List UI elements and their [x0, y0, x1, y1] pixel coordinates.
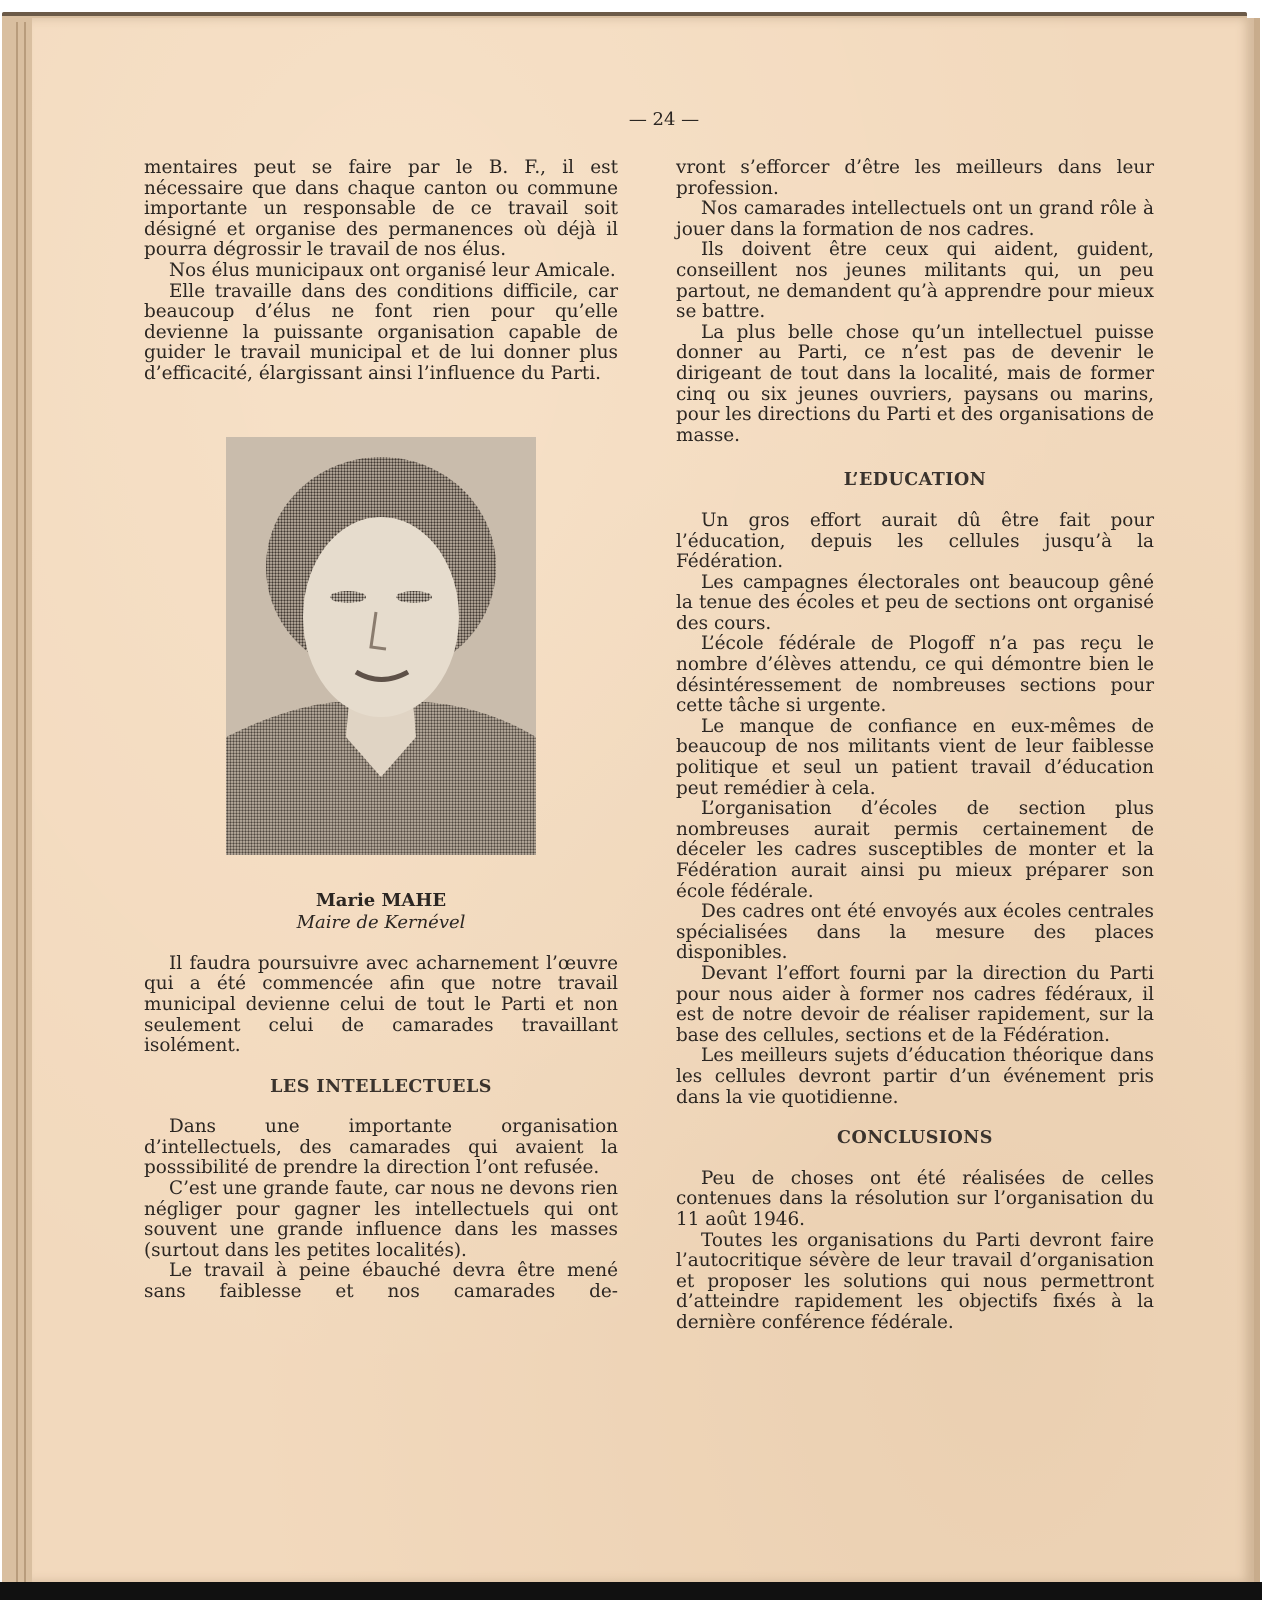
- caption-role: Maire de Kernével: [296, 912, 466, 934]
- left-top-paragraphs: [144, 158, 618, 385]
- page-number: — 24 —: [628, 109, 700, 130]
- paragraph: C’est une grande faute, car nous ne devons rien négliger pour gagner les intellectuels qui ont souvent une grande influence dans les masses (surtout dans les petites localités).: [144, 1178, 618, 1261]
- paragraph: Le manque de confiance en eux-mêmes de beaucoup de nos militants vient de leur faiblesse politique et seul un patient travail d’éducation peut remédier à cela.: [676, 715, 1154, 799]
- section-heading-intellectuels: LES INTELLECTUELS: [270, 1076, 492, 1097]
- right-top-paragraphs: [676, 158, 1154, 446]
- paragraph: vront s’efforcer d’être les meilleurs dans leur profession.: [676, 157, 1154, 199]
- paragraph: Les campagnes électorales ont beaucoup gêné la tenue des écoles et peu de sections ont organisé des cours.: [676, 571, 1154, 634]
- paragraph: mentaires peut se faire par le B. F., il est nécessaire que dans chaque canton ou commune importante un responsable de ce travail soit désigné et organise des permanences où déjà il pourra dégrossir le travail de nos élus.: [144, 157, 618, 261]
- section-intellectuels: [144, 1117, 618, 1302]
- right-column: [676, 158, 1154, 1333]
- paragraph: Dans une importante organisation d’intellectuels, des camarades qui avaient la posssibilité de prendre la direction l’ont refusée.: [144, 1116, 618, 1179]
- paragraph: L’organisation d’écoles de section plus nombreuses aurait permis certainement de déceler les cadres susceptibles de monter et la Fédération aurait ainsi pu mieux préparer son école fédérale.: [676, 798, 1154, 902]
- section-conclusions: [676, 1169, 1154, 1334]
- section-heading-education: L’EDUCATION: [843, 470, 987, 491]
- portrait-figure: [226, 437, 536, 855]
- portrait-silhouette: [226, 437, 536, 855]
- paragraph: Peu de choses ont été réalisées de celles contenues dans la résolution sur l’organisation du 11 août 1946.: [676, 1167, 1154, 1230]
- portrait-photo: [226, 437, 536, 855]
- paragraph: Le travail à peine ébauché devra être mené sans faiblesse et nos camarades de-: [144, 1260, 618, 1303]
- paragraph: Il faudra poursuivre avec acharnement l’œuvre qui a été commencée afin que notre travail municipal devienne celui de tout le Parti et non seulement celui de camarades travaillant isolément.: [144, 952, 618, 1057]
- portrait-caption: [144, 891, 618, 934]
- paragraph: Nos élus municipaux ont organisé leur Amicale.: [169, 259, 616, 281]
- scan-background-strip: [0, 1582, 1262, 1600]
- paragraph: Ils doivent être ceux qui aident, guident, conseillent nos jeunes militants qui, un peu partout, ne demandent qu’à apprendre pour mieux se battre.: [676, 239, 1154, 323]
- paragraph: Devant l’effort fourni par la direction du Parti pour nous aider à former nos cadres fédéraux, il est de notre devoir de réaliser rapidement, sur la base des cellules, sections et de la Fédération.: [676, 962, 1154, 1046]
- paragraph: Les meilleurs sujets d’éducation théorique dans les cellules devront partir d’un événement pris dans la vie quotidienne.: [676, 1045, 1154, 1108]
- book-page: [32, 18, 1260, 1582]
- paragraph: L’école fédérale de Plogoff n’a pas reçu le nombre d’élèves attendu, ce qui démontre bien le désintéressement de nombreuses sections pour cette tâche si urgente.: [676, 633, 1154, 717]
- page-edge-line: [16, 22, 18, 1588]
- left-after-photo: [144, 954, 618, 1057]
- paragraph: Toutes les organisations du Parti devront faire l’autocritique sévère de leur travail d’organisation et proposer les solutions qui nous permettront d’atteindre rapidement les objectifs fixés à la dernière conférence fédérale.: [676, 1229, 1154, 1333]
- paragraph: Des cadres ont été envoyés aux écoles centrales spécialisées dans la mesure des places disponibles.: [676, 901, 1154, 964]
- paragraph: Nos camarades intellectuels ont un grand rôle à jouer dans la formation de nos cadres.: [676, 198, 1154, 240]
- caption-name: Marie MAHE: [315, 889, 447, 911]
- portrait-face: [303, 517, 459, 717]
- section-education: [676, 511, 1154, 1108]
- paragraph: La plus belle chose qu’un intellectuel puisse donner au Parti, ce n’est pas de devenir le dirigeant de tout dans la localité, mais de former cinq ou six jeunes ouvriers, paysans ou marins, pour les directions du Parti et des organisations de masse.: [676, 321, 1154, 446]
- paragraph: Un gros effort aurait dû être fait pour l’éducation, depuis les cellules jusqu’à la Fédération.: [676, 509, 1154, 573]
- section-heading-conclusions: CONCLUSIONS: [837, 1128, 993, 1149]
- left-column: [144, 158, 618, 1303]
- paragraph: Elle travaille dans des conditions difficile, car beaucoup d’élus ne font rien pour qu’elle devienne la puissante organisation capable de guider le travail municipal et de lui donner plus d’efficacité, élargissant ainsi l’influence du Parti.: [144, 280, 618, 384]
- page-edge-line: [24, 22, 26, 1588]
